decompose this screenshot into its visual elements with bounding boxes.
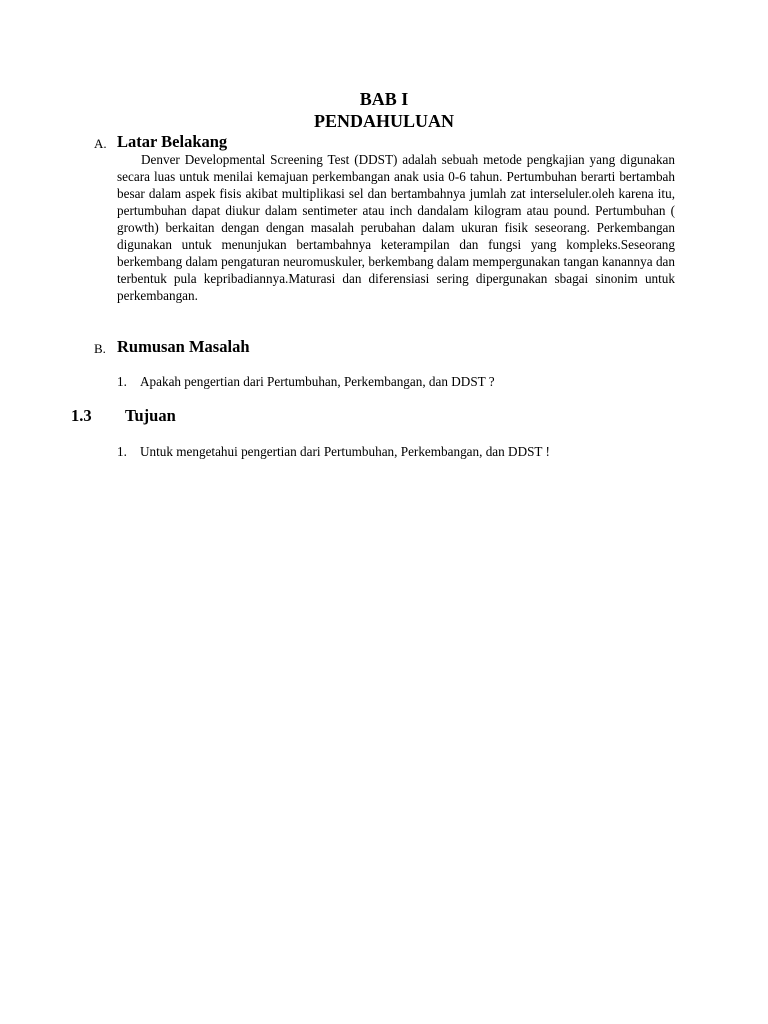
section-b-letter: B.: [94, 341, 106, 356]
chapter-number: BAB I: [359, 89, 409, 109]
section-a-title: Latar Belakang: [117, 132, 228, 151]
section-b-list-item: [117, 373, 495, 390]
section-a-letter: A.: [94, 136, 107, 151]
section-c-number: 1.3: [71, 406, 92, 425]
chapter-title: PENDAHULUAN: [313, 111, 454, 131]
list-item-text: Apakah pengertian dari Pertumbuhan, Perkembangan, dan DDST ?: [140, 374, 495, 389]
section-a-paragraph: Denver Developmental Screening Test (DDST) adalah sebuah metode pengkajian yang digunakan secara luas untuk menilai kemajuan perkembangan anak usia 0-6 tahun. Pertumbuhan berarti bertambah besar dalam aspek fisis akibat multiplikasi sel dan bertambahnya jumlah zat interseluler.oleh karena itu, pertumbuhan dapat diukur dalam sentimeter atau inch dandalam kilogram atau pound. Pertumbuhan ( growth) berkaitan dengan dengan masalah perubahan dalam ukuran fisik seseorang. Perkembangan digunakan untuk menunjukan bertambahnya keterampilan dan fungsi yang kompleks.Seseorang berkembang dalam pengaturan neuromuskuler, berkembang dalam mempergunakan tangan kanannya dan terbentuk pula kepribadiannya.Maturasi dan diferensiasi sering dipergunakan sbagai sinonim untuk perkembangan.: [117, 152, 675, 303]
section-c-title: Tujuan: [125, 406, 176, 425]
list-item-number: 1.: [117, 444, 127, 459]
list-item-number: 1.: [117, 374, 127, 389]
list-item-text: Untuk mengetahui pengertian dari Pertumbuhan, Perkembangan, dan DDST !: [140, 444, 550, 459]
section-c-list-item: [117, 443, 550, 460]
section-b-title: Rumusan Masalah: [117, 337, 250, 356]
